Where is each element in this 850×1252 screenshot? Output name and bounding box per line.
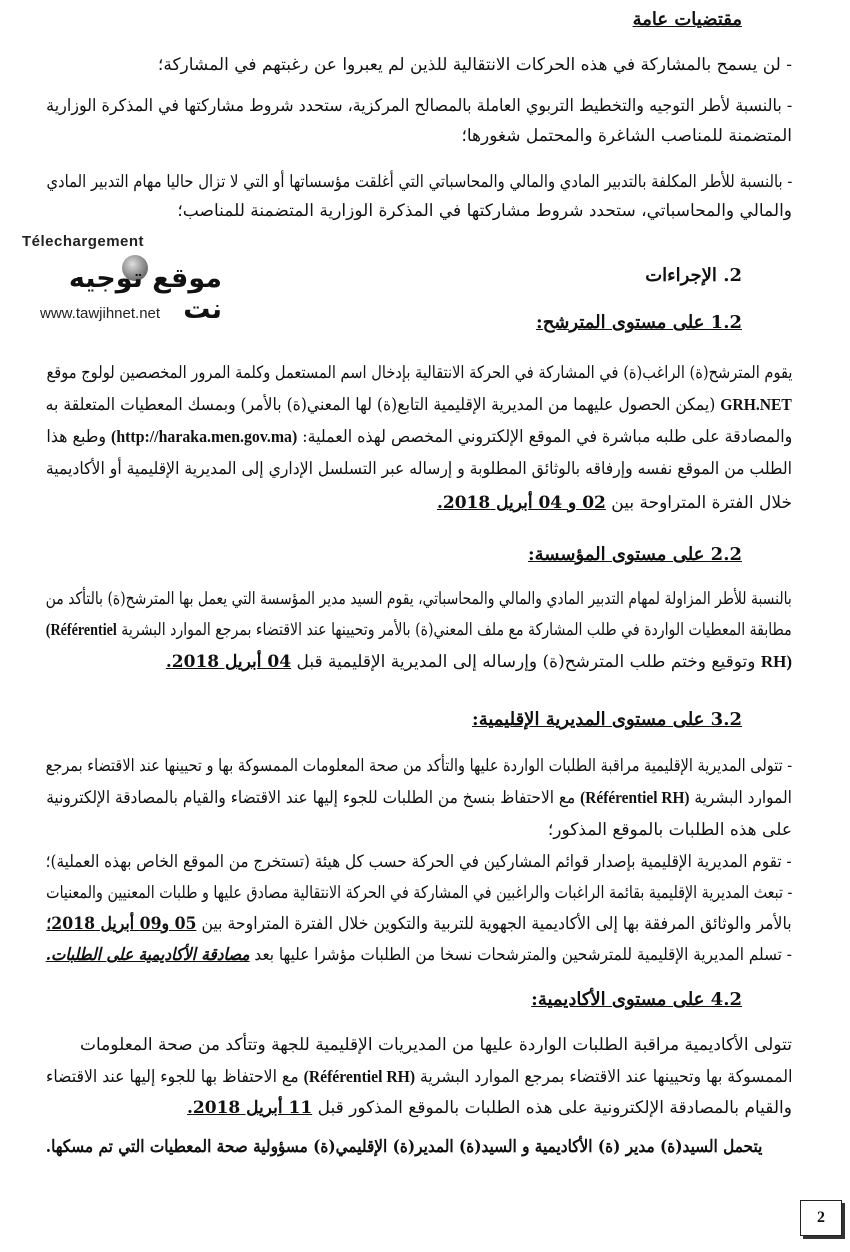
s23-line-6-text: بالأمر والوثائق المرفقة بها إلى الأكاديمية الجهوية للتربية والتكوين خلال الفترة المتراوحة بين bbox=[201, 914, 792, 934]
s23-line-1: - تتولى المديرية الإقليمية مراقبة الطلبات الواردة عليها والتأكد من صحة المعلومات الممسوكة بها و تحيينها عند الاقتضاء بمرجع bbox=[45, 756, 792, 776]
page-number: 2 bbox=[800, 1200, 842, 1236]
s24-line-3 bbox=[187, 1098, 792, 1118]
s24-line-2-text-b: مع الاحتفاظ بها للجوء إليها عند الاقتضاء bbox=[45, 1067, 299, 1087]
s23-line-2-text-b: مع الاحتفاظ بنسخ من الطلبات للجوء إليها عند الاقتضاء والقيام بالمصادقة الإلكترونية bbox=[46, 788, 576, 808]
s23-line-2 bbox=[46, 788, 792, 808]
s24-line-2 bbox=[46, 1067, 792, 1087]
subsection-heading-institution: 2.2 على مستوى المؤسسة: bbox=[528, 544, 742, 565]
s23-line-7 bbox=[46, 945, 792, 965]
watermark-site-name: موقع توجيه نت bbox=[68, 263, 222, 325]
s22-deadline-date: 04 أبريل 2018. bbox=[165, 652, 292, 672]
s21-line-2-text: (يمكن الحصول عليهما من المديرية الإقليمية التابع(ة) لها المعني(ة) بالأمر) وبمسك المعطيات المتعلقة به bbox=[45, 395, 716, 415]
s21-deadline-date: 02 و 04 أبريل 2018. bbox=[436, 493, 606, 513]
s23-period-date: 05 و09 أبريل 2018؛ bbox=[46, 914, 197, 934]
s21-line-3-text-b: وطبع هذا bbox=[46, 427, 106, 447]
watermark-download-text: Télechargement bbox=[22, 233, 145, 250]
s24-line-1: تتولى الأكاديمية مراقبة الطلبات الواردة عليها من المديريات الإقليمية للجهة وتتأكد من صحة المعلومات bbox=[80, 1035, 792, 1055]
s21-line-1: يقوم المترشح(ة) الراغب(ة) في المشاركة في الحركة الانتقالية بإدخال اسم المستعمل وكلمة المرور المخصصين لولوج موقع bbox=[45, 363, 792, 383]
page-title: مقتضيات عامة bbox=[632, 9, 742, 30]
referentiel-label: (Référentiel bbox=[46, 620, 118, 639]
s24-deadline-date: 11 أبريل 2018. bbox=[187, 1098, 313, 1118]
s23-line-7-text: - تسلم المديرية الإقليمية للمترشحين والمترشحات نسخا من الطلبات مؤشرا عليها بعد bbox=[254, 945, 792, 965]
haraka-url: (http://haraka.men.gov.ma) bbox=[110, 427, 297, 446]
s22-line-2 bbox=[46, 620, 792, 640]
watermark-logo bbox=[22, 233, 222, 329]
s23-line-3: على هذه الطلبات بالموقع المذكور؛ bbox=[547, 820, 792, 840]
subsection-heading-academy: 4.2 على مستوى الأكاديمية: bbox=[531, 989, 742, 1010]
s23-line-2-text-a: الموارد البشرية bbox=[694, 788, 792, 808]
s22-line-2-text: مطابقة المعطيات الواردة في طلب المشاركة مع ملف المعني(ة) بالأمر وتحيينها عند الاقتضاء بمرجع الموارد البشرية bbox=[121, 620, 793, 640]
s21-line-3 bbox=[46, 427, 792, 447]
subsection-heading-directorate: 3.2 على مستوى المديرية الإقليمية: bbox=[472, 709, 742, 730]
s21-line-2 bbox=[46, 395, 792, 415]
s23-line-6 bbox=[47, 914, 792, 934]
s24-line-3-text: والقيام بالمصادقة الإلكترونية على هذه الطلبات بالموقع المذكور قبل bbox=[317, 1098, 792, 1118]
s24-line-2-text-a: الممسوكة بها وتحيينها عند الاقتضاء بمرجع الموارد البشرية bbox=[419, 1067, 792, 1087]
s23-line-4: - تقوم المديرية الإقليمية بإصدار قوائم المشاركين في الحركة حسب كل هيئة (تستخرج من الموقع الخاص بهذه العملية)؛ bbox=[46, 852, 792, 872]
general-item-2-line-2: المتضمنة للمناصب الشاغرة والمحتمل شغورها؛ bbox=[461, 126, 792, 146]
general-item-3-line-1: - بالنسبة للأطر المكلفة بالتدبير المادي والمالي والمحاسباتي التي أغلقت مؤسساتها أو التي لا تزال حاليا مهام التدبير المادي bbox=[46, 172, 792, 192]
s21-line-3-text-a: والمصادقة على طلبه مباشرة في الموقع الإلكتروني المخصص لهذه العملية: bbox=[301, 427, 792, 447]
general-item-3-line-2: والمالي والمحاسباتي، ستحدد شروط مشاركتها في المذكرة الوزارية المتضمنة للمناصب؛ bbox=[177, 201, 792, 221]
s23-academy-approval: مصادقة الأكاديمية على الطلبات. bbox=[45, 945, 250, 965]
s22-line-1: بالنسبة للأطر المزاولة لمهام التدبير المادي والمالي والمحاسباتي، يقوم السيد مدير المؤسسة التي يعمل بها المترشح(ة) بالتأكد من bbox=[45, 589, 792, 609]
rh-label: RH) bbox=[760, 652, 792, 671]
s21-line-4: الطلب من الموقع نفسه وإرفاقه بالوثائق المطلوبة و إرساله عبر التسلسل الإداري إلى المديرية الإقليمية أو الأكاديمية bbox=[45, 459, 792, 479]
referentiel-rh-label: (Référentiel RH) bbox=[580, 788, 690, 807]
s22-line-3 bbox=[166, 652, 792, 672]
watermark-url: www.tawjihnet.net bbox=[40, 305, 161, 322]
grh-net-label: GRH.NET bbox=[720, 395, 792, 414]
s21-line-5 bbox=[437, 493, 792, 513]
referentiel-rh-label-2: (Référentiel RH) bbox=[303, 1067, 415, 1086]
s21-line-5-text: خلال الفترة المتراوحة بين bbox=[611, 493, 792, 513]
subsection-heading-candidate: 1.2 على مستوى المترشح: bbox=[536, 312, 742, 333]
closing-statement: يتحمل السيد(ة) مدير (ة) الأكاديمية و السيد(ة) المدير(ة) الإقليمي(ة) مسؤولية صحة المعطيات التي تم مسكها. bbox=[45, 1137, 762, 1157]
s23-line-5: - تبعث المديرية الإقليمية بقائمة الراغبات والراغبين في المشاركة في الحركة الانتقالية مصادق عليها و طلبات المعنيين والمعنيات bbox=[45, 883, 792, 903]
general-item-2-line-1: - بالنسبة لأطر التوجيه والتخطيط التربوي العاملة بالمصالح المركزية، ستحدد شروط مشاركتها في المذكرة الوزارية bbox=[45, 96, 792, 116]
section-heading-procedures: 2. الإجراءات bbox=[645, 265, 742, 286]
s22-line-3-text: وتوقيع وختم طلب المترشح(ة) وإرساله إلى المديرية الإقليمية قبل bbox=[296, 652, 756, 672]
general-item-1: - لن يسمح بالمشاركة في هذه الحركات الانتقالية للذين لم يعبروا عن رغبتهم في المشاركة؛ bbox=[157, 55, 792, 75]
